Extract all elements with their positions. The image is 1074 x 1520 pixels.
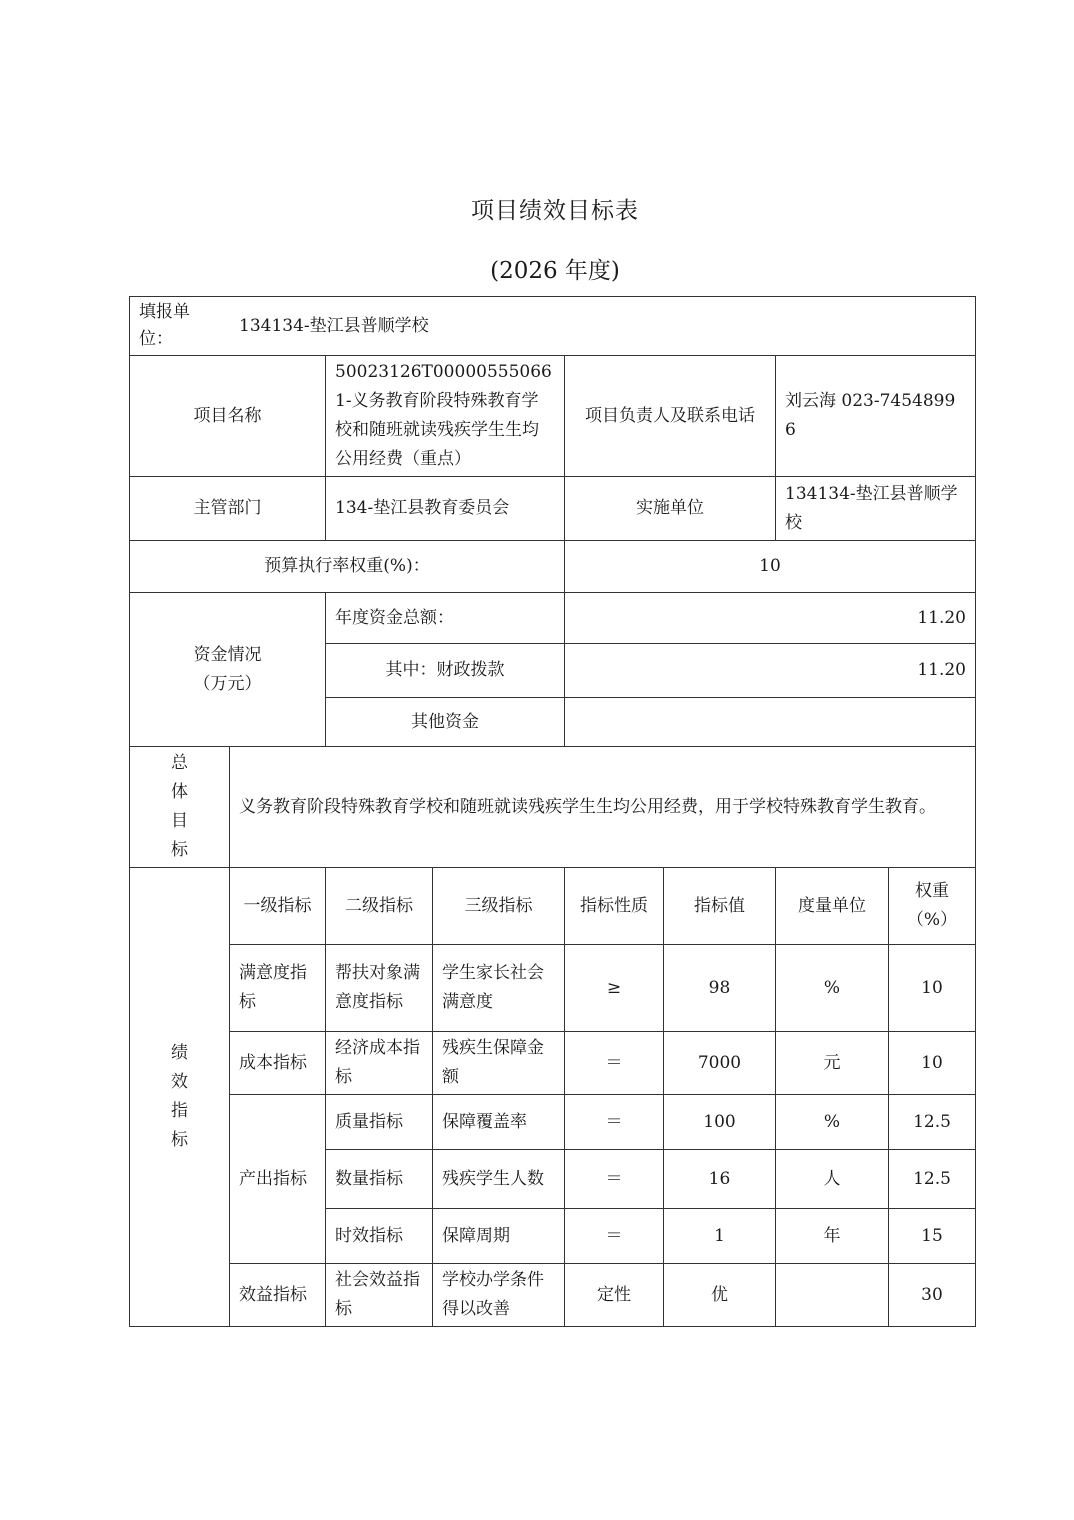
goal-label-char: 目 [171,811,188,831]
unit-cell: 元 [776,1032,889,1095]
unit-cell: 人 [776,1150,889,1209]
level2-cell: 时效指标 [326,1209,433,1264]
indicators-label-char: 效 [171,1072,188,1092]
impl-label: 实施单位 [565,477,776,541]
funds-total-label: 年度资金总额： [326,593,565,644]
project-name-label: 项目名称 [130,356,326,477]
indicator-row [130,1095,976,1150]
funds-other-value [565,698,976,747]
nature-cell: ＝ [565,1209,664,1264]
value-cell: 98 [664,945,776,1032]
nature-cell: ＝ [565,1032,664,1095]
goal-label-char: 标 [171,840,188,860]
indicator-header-row [130,868,976,945]
weight-cell: 15 [889,1209,976,1264]
dept-value: 134-垫江县教育委员会 [326,477,565,541]
level1-cell: 成本指标 [230,1032,326,1095]
indicators-label-char: 指 [171,1101,188,1121]
nature-cell: 定性 [565,1264,664,1327]
budget-rate-row [130,541,976,593]
funds-label-line1: 资金情况 [193,644,262,665]
header-weight: 权重（%） [889,868,976,945]
level3-cell: 学校办学条件得以改善 [433,1264,565,1327]
value-cell: 7000 [664,1032,776,1095]
level2-cell: 经济成本指标 [326,1032,433,1095]
filler-row [130,297,976,356]
header-level3: 三级指标 [433,868,565,945]
department-row [130,477,976,541]
level3-cell: 残疾学生人数 [433,1150,565,1209]
level3-cell: 残疾生保障金额 [433,1032,565,1095]
document-title: 项目绩效目标表 [471,198,639,224]
goal-row [130,747,976,868]
contact-value: 刘云海 023-74548996 [776,356,976,477]
level2-cell: 数量指标 [326,1150,433,1209]
contact-label: 项目负责人及联系电话 [565,356,776,477]
value-cell: 1 [664,1209,776,1264]
level1-cell: 满意度指标 [230,945,326,1032]
nature-cell: ＝ [565,1095,664,1150]
funds-label-line2: （万元） [193,673,262,694]
weight-cell: 12.5 [889,1150,976,1209]
document-subtitle: (2026 年度) [490,258,620,284]
indicators-label [130,868,230,1327]
indicator-row [130,945,976,1032]
level2-cell: 质量指标 [326,1095,433,1150]
goal-label-char: 体 [171,782,188,802]
nature-cell: ＝ [565,1150,664,1209]
funds-total-value: 11.20 [565,593,976,644]
funds-fiscal-label: 其中：财政拨款 [326,644,565,698]
unit-cell: 年 [776,1209,889,1264]
level3-cell: 保障周期 [433,1209,565,1264]
project-name-row [130,356,976,477]
weight-cell: 10 [889,945,976,1032]
header-unit: 度量单位 [776,868,889,945]
weight-cell: 12.5 [889,1095,976,1150]
level3-cell: 保障覆盖率 [433,1095,565,1150]
unit-cell: % [776,945,889,1032]
weight-cell: 10 [889,1032,976,1095]
unit-cell [776,1264,889,1327]
budget-rate-value: 10 [565,541,976,593]
filler-value: 134134-垫江县普顺学校 [239,315,429,336]
project-name-value: 50023126T000005550661-义务教育阶段特殊教育学校和随班就读残疾学生生均公用经费（重点） [326,356,565,477]
value-cell: 优 [664,1264,776,1327]
header-nature: 指标性质 [565,868,664,945]
budget-rate-label: 预算执行率权重(%)： [130,541,565,593]
indicator-row [130,1032,976,1095]
performance-target-table [129,296,976,1327]
nature-cell: ≥ [565,945,664,1032]
goal-label-char: 总 [171,753,188,773]
dept-label: 主管部门 [130,477,326,541]
header-level2: 二级指标 [326,868,433,945]
level2-cell: 社会效益指标 [326,1264,433,1327]
indicator-row [130,1264,976,1327]
header-value: 指标值 [664,868,776,945]
indicators-label-char: 标 [171,1130,188,1150]
goal-text: 义务教育阶段特殊教育学校和随班就读残疾学生生均公用经费，用于学校特殊教育学生教育。 [230,747,976,868]
level1-cell: 产出指标 [230,1095,326,1264]
filler-cell [130,297,976,356]
unit-cell: % [776,1095,889,1150]
value-cell: 100 [664,1095,776,1150]
funds-other-label: 其他资金 [326,698,565,747]
goal-label [130,747,230,868]
funds-total-row [130,593,976,644]
header-level1: 一级指标 [230,868,326,945]
impl-value: 134134-垫江县普顺学校 [776,477,976,541]
funds-fiscal-value: 11.20 [565,644,976,698]
weight-cell: 30 [889,1264,976,1327]
level3-cell: 学生家长社会满意度 [433,945,565,1032]
filler-label: 填报单位： [139,302,190,349]
level1-cell: 效益指标 [230,1264,326,1327]
level2-cell: 帮扶对象满意度指标 [326,945,433,1032]
indicators-label-char: 绩 [171,1043,188,1063]
funds-label [130,593,326,747]
value-cell: 16 [664,1150,776,1209]
